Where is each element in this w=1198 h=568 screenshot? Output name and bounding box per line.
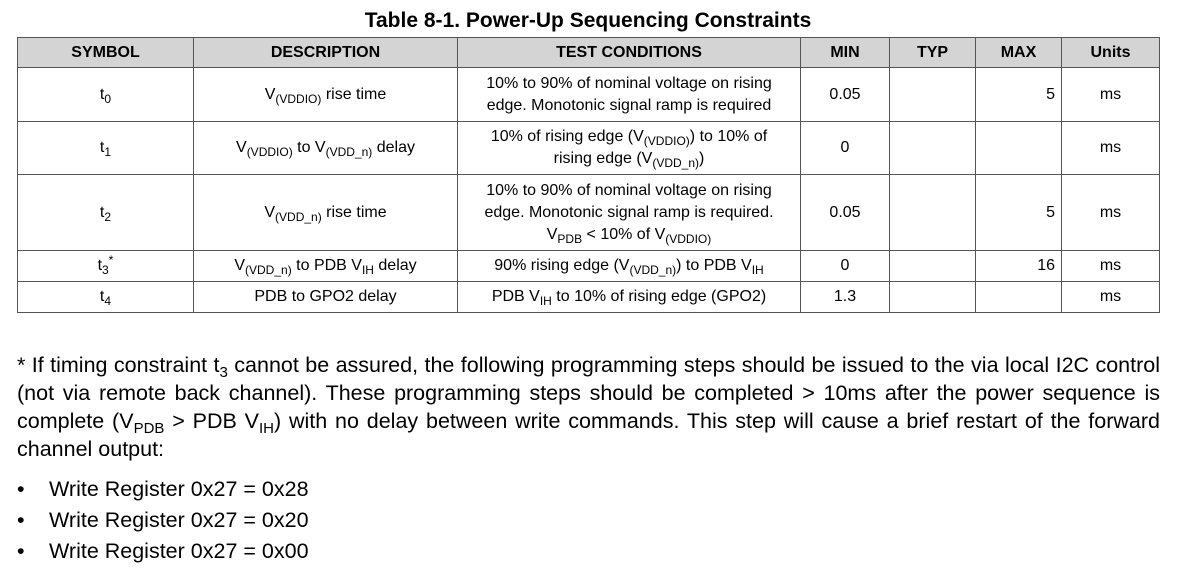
footnote-subscript: 3 (219, 364, 228, 381)
symbol-base: t (97, 257, 103, 274)
typ-cell (890, 68, 976, 122)
symbol-cell (18, 122, 194, 175)
symbol-cell (18, 175, 194, 251)
condition-text: edge. Monotonic signal ramp is required. (484, 203, 774, 221)
header-max: MAX (976, 38, 1062, 68)
table-row (18, 175, 1160, 251)
condition-line (464, 180, 794, 202)
description-subscript: IH (361, 263, 374, 277)
description-subscript: (VDD_n) (275, 209, 322, 224)
test-conditions-cell (458, 175, 801, 251)
symbol-base: t (99, 139, 105, 156)
symbol-subscript: 2 (104, 209, 112, 224)
condition-text: 10% to 90% of nominal voltage on rising (486, 181, 772, 199)
condition-line (464, 148, 794, 170)
power-up-sequencing-table (17, 37, 1160, 313)
condition-line (464, 224, 794, 246)
step-text: Write Register 0x27 = 0x28 (49, 477, 309, 501)
condition-text: edge. Monotonic signal ramp is required (486, 96, 772, 114)
symbol-base: t (99, 203, 105, 221)
condition-line (464, 73, 794, 95)
table-header-row (18, 38, 1160, 68)
description-text: to V (292, 139, 326, 156)
condition-text: 10% of rising edge (V (490, 128, 644, 145)
footnote-text: ) with no delay between write commands. This step will cause a brief restart of the forward channel output: (17, 409, 1160, 461)
description-subscript: (VDD_n) (245, 263, 292, 277)
test-conditions-cell (458, 122, 801, 175)
description-subscript: (VDDIO) (246, 145, 293, 159)
condition-subscript: (VDDIO) (643, 134, 690, 148)
test-conditions-cell (458, 282, 801, 313)
min-cell: 0 (801, 122, 890, 175)
condition-text: ) to 10% of (689, 128, 768, 145)
description-text: PDB to GPO2 delay (254, 288, 397, 305)
symbol-subscript: 3 (102, 263, 109, 277)
symbol-subscript: 1 (104, 145, 112, 159)
condition-subscript: (VDDIO) (665, 231, 712, 246)
description-text: to PDB V (291, 257, 362, 274)
symbol-base: t (99, 85, 105, 103)
description-cell (194, 122, 458, 175)
description-cell (194, 251, 458, 282)
units-cell: ms (1062, 68, 1160, 122)
footnote-subscript: IH (258, 420, 274, 437)
list-item (17, 537, 309, 568)
table-row (18, 282, 1160, 313)
description-text: rise time (321, 203, 387, 221)
max-cell: 5 (976, 68, 1062, 122)
max-cell (976, 282, 1062, 313)
description-text: V (264, 203, 276, 221)
header-description: DESCRIPTION (194, 38, 458, 68)
typ-cell (890, 122, 976, 175)
min-cell: 0.05 (801, 68, 890, 122)
footnote-subscript: PDB (133, 420, 165, 437)
condition-subscript: IH (751, 263, 764, 277)
symbol-subscript: 4 (104, 294, 112, 308)
footnote-text: * If timing constraint t (17, 353, 220, 377)
min-cell: 1.3 (801, 282, 890, 313)
typ-cell (890, 282, 976, 313)
test-conditions-cell (458, 251, 801, 282)
symbol-cell (18, 282, 194, 313)
test-conditions-cell (458, 68, 801, 122)
list-item (17, 475, 309, 506)
description-text: rise time (321, 85, 387, 103)
condition-subscript: (VDD_n) (652, 156, 700, 170)
table-row (18, 251, 1160, 282)
condition-line (464, 202, 794, 224)
condition-subscript: IH (539, 294, 552, 308)
units-cell: ms (1062, 282, 1160, 313)
symbol-cell (18, 68, 194, 122)
condition-line (464, 286, 794, 308)
condition-text: ) (699, 150, 705, 167)
typ-cell (890, 175, 976, 251)
step-text: Write Register 0x27 = 0x20 (49, 508, 309, 532)
typ-cell (890, 251, 976, 282)
condition-text: ) to PDB V (676, 257, 752, 274)
max-cell: 16 (976, 251, 1062, 282)
description-subscript: (VDDIO) (275, 91, 322, 106)
description-cell (194, 282, 458, 313)
condition-line (464, 126, 794, 148)
condition-text: V (546, 225, 558, 243)
condition-text: < 10% of V (582, 225, 666, 243)
description-cell (194, 68, 458, 122)
min-cell: 0.05 (801, 175, 890, 251)
max-cell (976, 122, 1062, 175)
condition-line (464, 95, 794, 117)
list-item (17, 506, 309, 537)
condition-text: rising edge (V (553, 150, 653, 167)
description-subscript: (VDD_n) (325, 145, 373, 159)
bullet-icon: • (17, 477, 25, 501)
condition-text: 10% to 90% of nominal voltage on rising (486, 74, 772, 92)
footnote-text: cannot be assured, the following programming steps should be issued to the via local I2C control (not via remote back channel). These programming steps should be completed > 10ms after the power sequence is complete (V (17, 353, 1160, 433)
timing-footnote (17, 351, 1160, 463)
footnote-text: > PDB V (164, 409, 259, 433)
description-text: delay (373, 257, 417, 274)
condition-text: PDB V (491, 288, 540, 305)
step-text: Write Register 0x27 = 0x00 (49, 539, 309, 563)
table-row (18, 68, 1160, 122)
programming-steps-list (17, 475, 309, 568)
table-title: Table 8-1. Power-Up Sequencing Constraints (364, 9, 812, 32)
header-typ: TYP (890, 38, 976, 68)
condition-subscript: PDB (557, 231, 583, 246)
table-row (18, 122, 1160, 175)
min-cell: 0 (801, 251, 890, 282)
description-text: delay (372, 139, 415, 156)
bullet-icon: • (17, 539, 25, 563)
description-text: V (236, 139, 247, 156)
symbol-base: t (99, 288, 105, 305)
header-symbol: SYMBOL (18, 38, 194, 68)
units-cell: ms (1062, 251, 1160, 282)
units-cell: ms (1062, 175, 1160, 251)
condition-text: 90% rising edge (V (494, 257, 630, 274)
condition-subscript: (VDD_n) (629, 263, 677, 277)
description-text: V (264, 85, 276, 103)
description-cell (194, 175, 458, 251)
header-test-conditions: TEST CONDITIONS (458, 38, 801, 68)
condition-line (464, 255, 794, 277)
header-min: MIN (801, 38, 890, 68)
symbol-superscript: * (108, 253, 114, 267)
symbol-subscript: 0 (104, 91, 112, 106)
condition-text: to 10% of rising edge (GPO2) (551, 288, 767, 305)
description-text: V (234, 257, 246, 274)
symbol-cell (18, 251, 194, 282)
bullet-icon: • (17, 508, 25, 532)
max-cell: 5 (976, 175, 1062, 251)
units-cell: ms (1062, 122, 1160, 175)
header-units: Units (1062, 38, 1160, 68)
